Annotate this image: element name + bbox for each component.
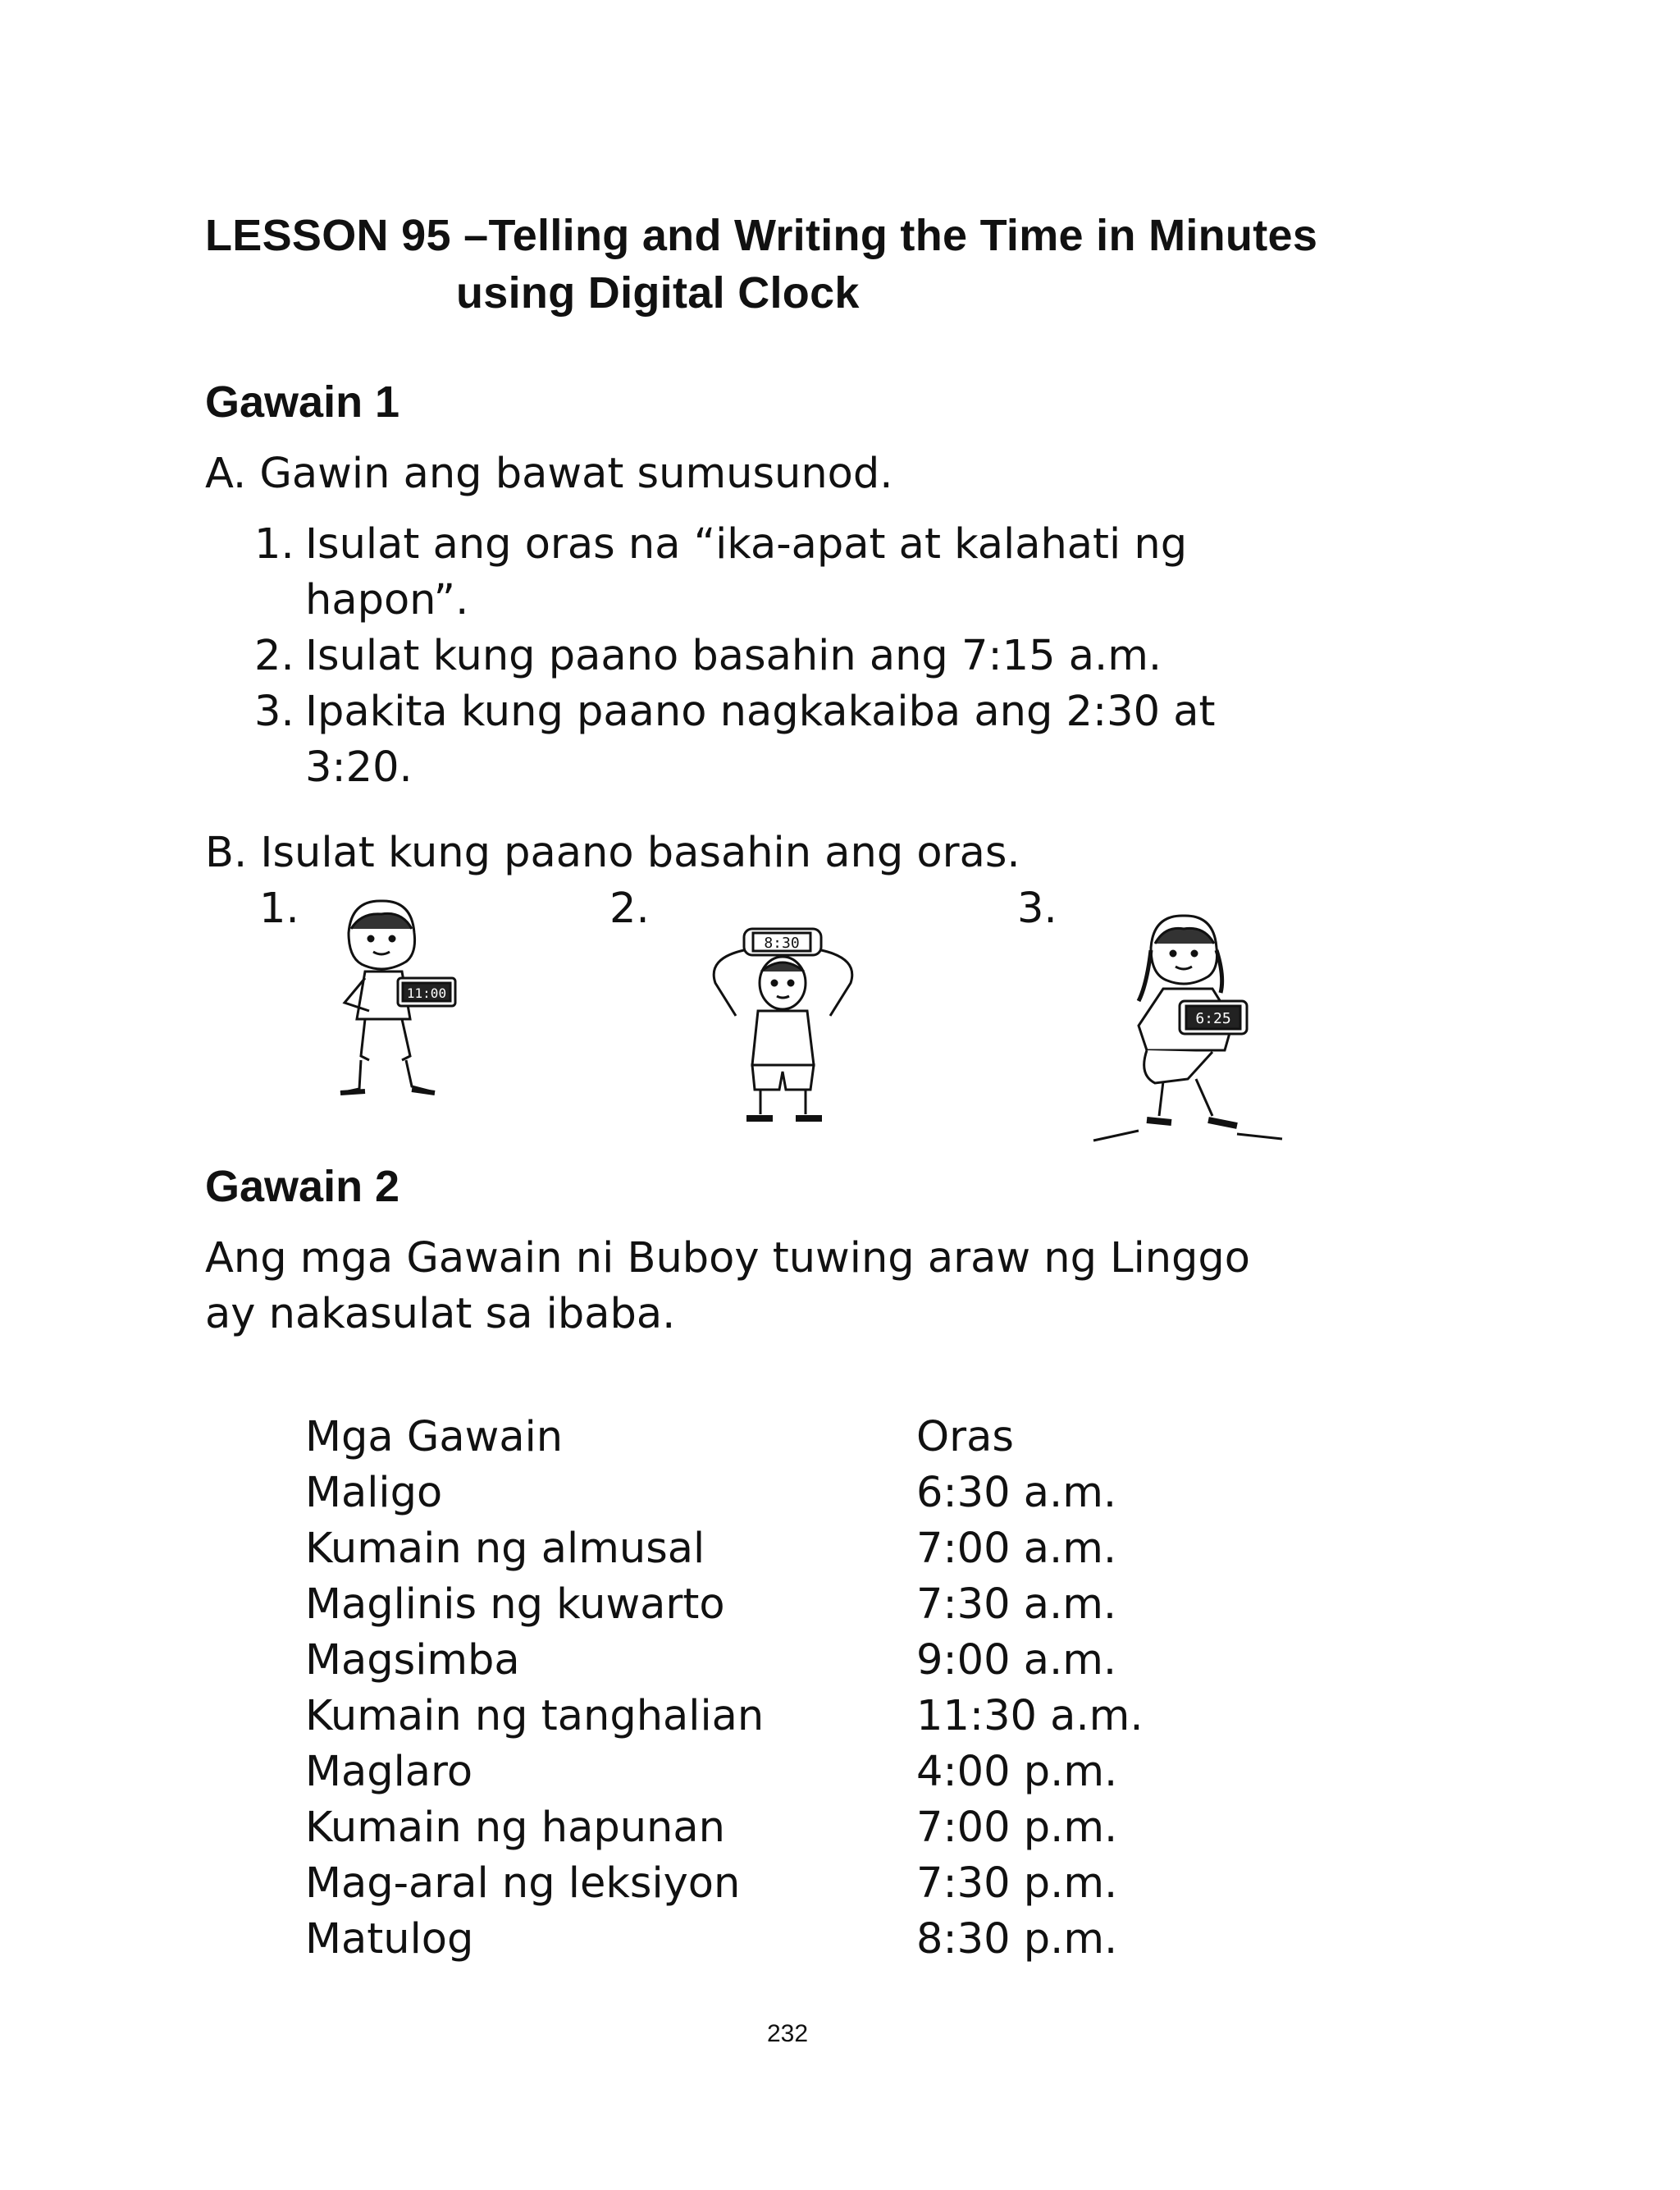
worksheet-page: LESSON 95 –Telling and Writing the Time in Minutes using Digital Clock Gawain 1 A. Gawin ang bawat sumusunod. 1. Isulat ang oras na “ika-apat at kalahati ng hapon”. 2. Isulat kung paano basahin ang 7:15 a.m. 3. Ipakita kung paano nagkakaiba ang 2:30 at 3:20. B. Isulat kung paano basahin ang oras. 1. 2. 3. 11:00 8:30 6:25 Gawain 2 Ang mga Gawain ni Buboy tuwing araw ng Linggo ay nakasulat sa ibaba. Mga Gawain Oras Maligo 6:30 a.m. Kumain ng almusal 7:00 a.m. Maglinis ng kuwarto 7:30 a.m. Magsimba 9:00 a.m. Kumain ng tanghalian 11:30 a.m. Maglaro 4:00 p.m. Kumain ng hapunan 7:00 p.m. Mag-aral ng leksiyon 7:30 p.m. Matulog 8:30 p.m. 232: [0, 0, 1680, 2190]
clock-display-3: 6:25: [1195, 1010, 1231, 1027]
list-item: 3. Ipakita kung paano nagkakaiba ang 2:30 at 3:20.: [254, 688, 1216, 792]
gawain1-heading: Gawain 1: [205, 377, 400, 427]
header-time: Oras: [916, 1413, 1014, 1461]
gawain2-intro-line1: Ang mga Gawain ni Buboy tuwing araw ng Linggo: [205, 1234, 1251, 1282]
gawain2-heading: Gawain 2: [205, 1162, 400, 1211]
header-activities: Mga Gawain: [305, 1413, 564, 1461]
page-number: 232: [766, 2020, 809, 2047]
girl-holding-clock-icon: [320, 896, 476, 1101]
girl-holding-clock-icon: [1089, 911, 1286, 1149]
partA-list: [254, 517, 1322, 796]
lesson-title: [205, 207, 1317, 322]
lesson-title-line2: using Digital Clock: [456, 268, 860, 318]
gawain2-intro-line2: ay nakasulat sa ibaba.: [205, 1290, 676, 1338]
clock-display-1: 11:00: [406, 985, 447, 1001]
list-item: 2. Isulat kung paano basahin ang 7:15 a.m.: [254, 632, 1162, 680]
clock-display-2: 8:30: [764, 935, 800, 952]
partB-num-3: 3.: [1017, 885, 1057, 933]
partB-instruction: B. Isulat kung paano basahin ang oras.: [205, 829, 1020, 877]
partB-num-2: 2.: [609, 885, 650, 933]
partB-num-1: 1.: [259, 885, 299, 933]
partA-instruction: A. Gawin ang bawat sumusunod.: [205, 450, 893, 498]
lesson-title-line1: LESSON 95 –Telling and Writing the Time in Minutes: [205, 211, 1318, 260]
boy-holding-clock-overhead-icon: [682, 926, 879, 1131]
list-item: 1. Isulat ang oras na “ika-apat at kalahati ng hapon”.: [254, 520, 1188, 624]
